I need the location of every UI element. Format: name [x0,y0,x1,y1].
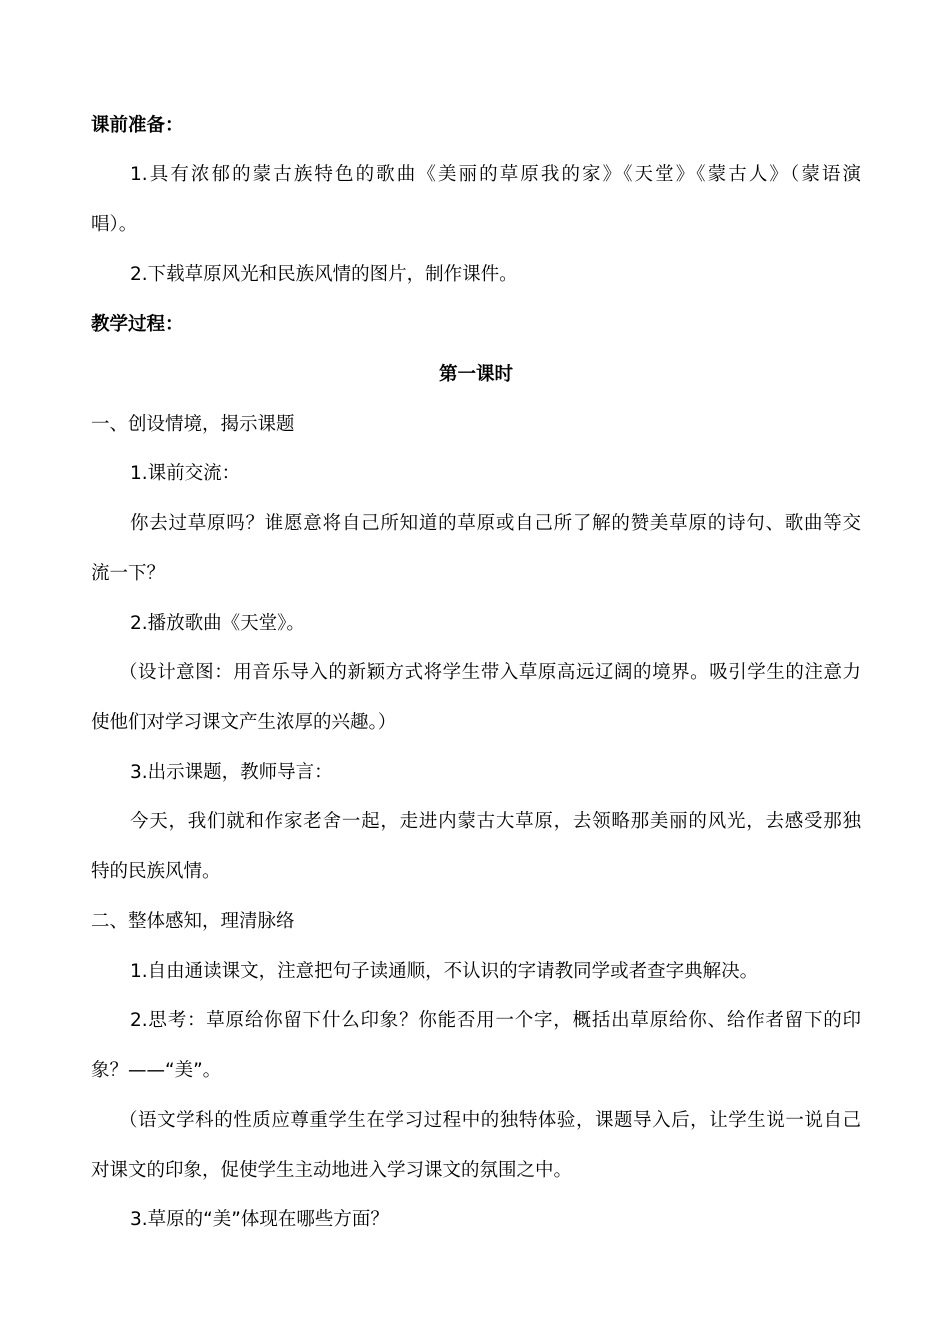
prep-item-1-line-2: 唱）。 [91,214,138,235]
section-1-intro-line-2: 特的民族风情。 [91,861,221,882]
section-1-item-2: 2.播放歌曲《天堂》。 [130,613,305,634]
prep-item-1-line-1: 1.具有浓郁的蒙古族特色的歌曲《美丽的草原我的家》《天堂》《蒙古人》（蒙语演 [130,164,861,185]
section-2-item-3: 3.草原的“美”体现在哪些方面？ [130,1209,389,1230]
section-1-note-line-2: 使他们对学习课文产生浓厚的兴趣。） [91,712,397,733]
section-1-title: 一、创设情境，揭示课题 [91,414,295,435]
section-2-title: 二、整体感知，理清脉络 [91,911,295,932]
section-1-item-3: 3.出示课题，教师导言： [130,762,333,783]
section-2-item-2-line-1: 2.思考：草原给你留下什么印象？你能否用一个字，概括出草原给你、给作者留下的印 [130,1010,861,1031]
section-1-question-line-1: 你去过草原吗？谁愿意将自己所知道的草原或自己所了解的赞美草原的诗句、歌曲等交 [130,513,861,534]
section-2-item-1: 1.自由通读课文，注意把句子读通顺，不认识的字请教同学或者查字典解决。 [130,961,759,982]
prep-heading: 课前准备： [91,115,184,136]
section-2-note-line-2: 对课文的印象，促使学生主动地进入学习课文的氛围之中。 [91,1160,573,1181]
section-2-note-line-1: （语文学科的性质应尊重学生在学习过程中的独特体验，课题导入后，让学生说一说自己 [119,1110,861,1131]
section-1-note-line-1: （设计意图：用音乐导入的新颖方式将学生带入草原高远辽阔的境界。吸引学生的注意力 [119,662,861,683]
section-1-item-1: 1.课前交流： [130,463,241,484]
section-1-question-line-2: 流一下？ [91,563,166,584]
prep-item-2: 2.下载草原风光和民族风情的图片，制作课件。 [130,264,518,285]
lesson-title: 第一课时 [438,364,513,385]
section-2-item-2-line-2: 象？——“美”。 [91,1060,222,1081]
process-heading: 教学过程： [91,314,184,335]
section-1-intro-line-1: 今天，我们就和作家老舍一起，走进内蒙古大草原，去领略那美丽的风光，去感受那独 [130,811,861,832]
